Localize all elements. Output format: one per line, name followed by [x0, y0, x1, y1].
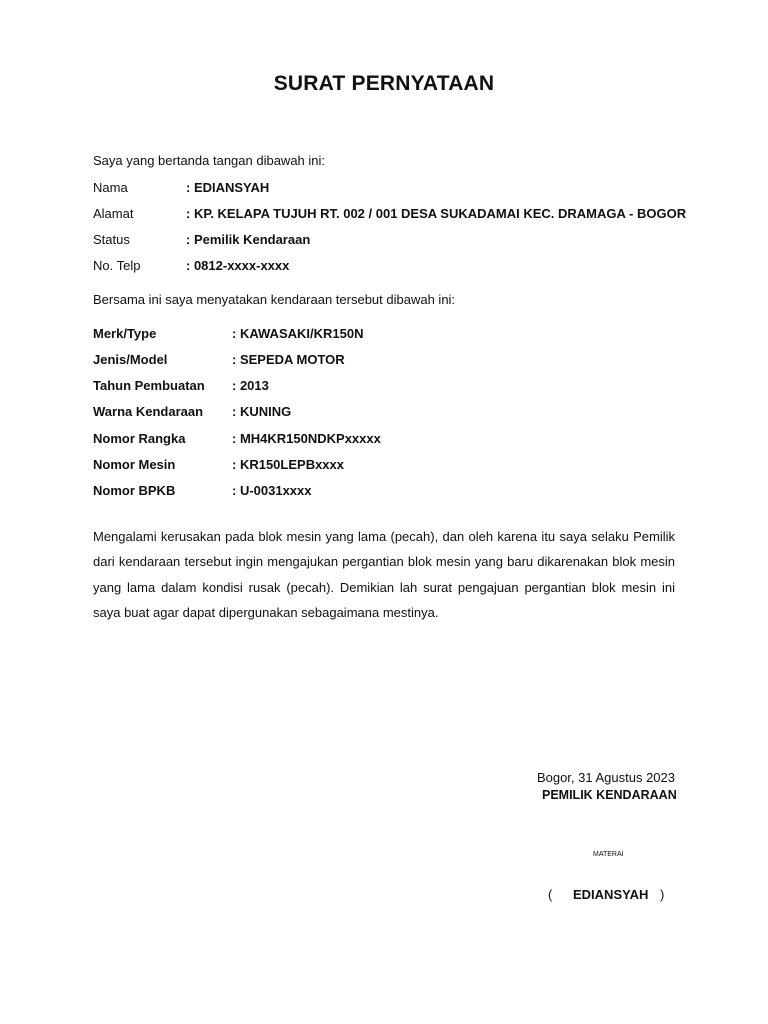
- personal-label: Alamat: [93, 206, 134, 221]
- vehicle-value: : KR150LEPBxxxx: [232, 457, 344, 472]
- vehicle-label: Nomor BPKB: [93, 483, 176, 498]
- vehicle-label: Nomor Mesin: [93, 457, 176, 472]
- vehicle-intro-text: Bersama ini saya menyatakan kendaraan tersebut dibawah ini:: [93, 292, 456, 307]
- vehicle-value: : SEPEDA MOTOR: [232, 352, 345, 367]
- personal-value: : EDIANSYAH: [186, 180, 270, 195]
- signature-close-paren: ): [660, 887, 665, 902]
- vehicle-label: Nomor Rangka: [93, 431, 186, 446]
- statement-paragraph: Mengalami kerusakan pada blok mesin yang lama (pecah), dan oleh karena itu saya selaku Pemilik dari kendaraan tersebut ingin mengajukan pergantian blok mesin yang baru dikarenakan blok mesin yang lama dalam kondisi rusak (pecah). Demikian lah surat pengajuan pergantian blok mesin ini saya buat agar dapat dipergunakan sebagaimana mestinya.: [93, 529, 675, 620]
- vehicle-value: : KUNING: [232, 404, 292, 419]
- personal-value: : Pemilik Kendaraan: [186, 232, 311, 247]
- vehicle-label: Warna Kendaraan: [93, 404, 204, 419]
- vehicle-label: Tahun Pembuatan: [93, 378, 205, 393]
- vehicle-label: Merk/Type: [93, 326, 157, 341]
- place-date: Bogor, 31 Agustus 2023: [536, 770, 675, 785]
- personal-label: Status: [93, 232, 130, 247]
- personal-label: No. Telp: [93, 258, 141, 273]
- vehicle-value: : MH4KR150NDKPxxxxx: [232, 431, 381, 446]
- document-title: SURAT PERNYATAAN: [273, 72, 495, 95]
- vehicle-value: : 2013: [232, 378, 269, 393]
- personal-label: Nama: [93, 180, 128, 195]
- vehicle-value: : U-0031xxxx: [232, 483, 312, 498]
- personal-value: : 0812-xxxx-xxxx: [186, 258, 290, 273]
- vehicle-value: : KAWASAKI/KR150N: [232, 326, 364, 341]
- vehicle-label: Jenis/Model: [93, 352, 168, 367]
- personal-value: : KP. KELAPA TUJUH RT. 002 / 001 DESA SUKADAMAI KEC. DRAMAGA - BOGOR: [186, 206, 687, 221]
- signer-role: PEMILIK KENDARAAN: [542, 788, 677, 802]
- signer-name: EDIANSYAH: [573, 887, 649, 902]
- intro-text: Saya yang bertanda tangan dibawah ini:: [93, 153, 326, 168]
- stamp-placeholder: MATERAI: [593, 851, 624, 858]
- signature-open-paren: (: [548, 887, 553, 902]
